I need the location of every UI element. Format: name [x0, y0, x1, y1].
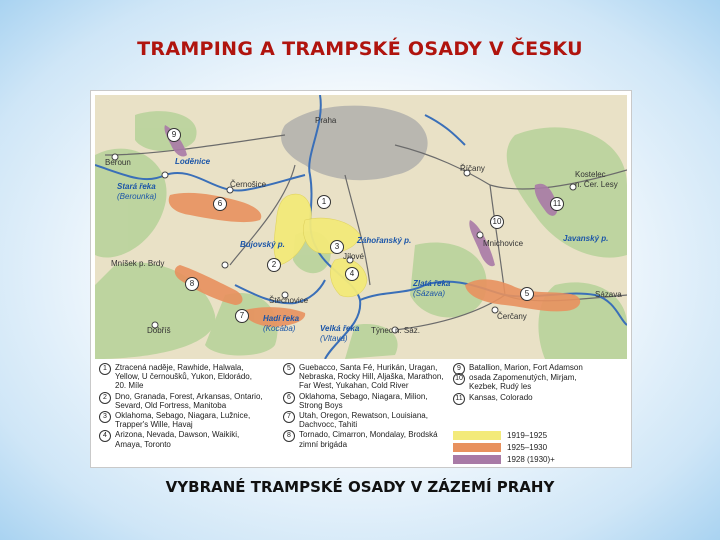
legend-column-2 [283, 363, 451, 450]
map-area [95, 95, 627, 359]
label-kostelec: Kostelec [575, 170, 606, 179]
label-vltava: (Vltava) [320, 334, 348, 343]
label-cerne-lesy: n. Čer. Lesy [575, 180, 618, 189]
map-legend [95, 361, 627, 465]
marker-5: 5 [520, 287, 534, 301]
slide-title: TRAMPING A TRAMPSKÉ OSADY V ČESKU [137, 38, 583, 60]
label-zahorjansky: Záhořanský p. [357, 236, 412, 245]
label-zlata-reka: Zlatá řeka [413, 279, 451, 288]
period-swatch-yellow [453, 431, 501, 440]
legend-column-3 [453, 363, 623, 403]
label-tynec: Týnec n. Sáz. [371, 326, 420, 335]
marker-10: 10 [490, 215, 504, 229]
legend-entry-4: 4 Arizona, Nevada, Dawson, Waikiki, Amaya, Toronto [99, 430, 279, 448]
legend-period-1925-1930: 1925–1930 [453, 443, 613, 453]
legend-entry-3: 3 Oklahoma, Sebago, Niagara, Lužnice, Trapper's Wille, Havaj [99, 411, 279, 429]
legend-entry-10: 10 osada Zapomenutých, Mirjam, Kezbek, Rudý les [453, 373, 623, 391]
legend-entry-5: 5 Guebacco, Santa Fé, Hurikán, Uragan, Nebraska, Rocky Hill, Aljaška, Marathon, Far West, Yukahan, Cold River [283, 363, 451, 391]
label-beroun: Beroun [105, 158, 131, 167]
label-cernosice: Černošice [230, 180, 267, 189]
label-velka-reka: Velká řeka [320, 324, 360, 333]
label-sazava-river: (Sázava) [413, 289, 446, 298]
marker-3: 3 [330, 240, 344, 254]
legend-column-1 [99, 363, 279, 450]
label-kocaba: (Kocába) [263, 324, 296, 333]
map-figure [90, 90, 632, 468]
slide-caption: VYBRANÉ TRAMPSKÉ OSADY V ZÁZEMÍ PRAHY [165, 478, 555, 496]
label-dobris: Dobříš [147, 326, 171, 335]
legend-entry-8: 8 Tornado, Cimarron, Mondalay, Brodská zimní brigáda [283, 430, 451, 448]
label-javansky: Javanský p. [563, 234, 609, 243]
legend-period-1919-1925: 1919–1925 [453, 431, 613, 441]
legend-entry-1: 1 Ztracená naděje, Rawhide, Halwala, Yellow, U černoušků, Yukon, Eldorádo, 20. Míle [99, 363, 279, 391]
label-berounka: (Berounka) [117, 192, 157, 201]
legend-period-1928-1930: 1928 (1930)+ [453, 455, 613, 465]
period-swatch-orange [453, 443, 501, 452]
period-swatch-purple [453, 455, 501, 464]
label-lodenice: Loděnice [175, 157, 211, 166]
label-praha: Praha [315, 116, 337, 125]
settlements-1919-1925 [274, 194, 367, 297]
marker-1: 1 [317, 195, 331, 209]
legend-entry-2: 2 Dno, Granada, Forest, Arkansas, Ontario, Sevard, Old Fortress, Manitoba [99, 392, 279, 410]
marker-9: 9 [167, 128, 181, 142]
label-stechovice: Štěchovice [269, 296, 309, 305]
marker-8: 8 [185, 277, 199, 291]
marker-4: 4 [345, 267, 359, 281]
label-ricany: Říčany [460, 164, 485, 173]
label-hadi-reka: Hadí řeka [263, 314, 300, 323]
legend-entry-6: 6 Oklahoma, Sebago, Niagara, Milion, Strong Boys [283, 392, 451, 410]
label-cercany: Čerčany [497, 312, 527, 321]
marker-11: 11 [550, 197, 564, 211]
prague-urban-area [281, 106, 428, 181]
marker-2: 2 [267, 258, 281, 272]
legend-entry-9: 9 Batallion, Marion, Fort Adamson [453, 363, 623, 372]
marker-6: 6 [213, 197, 227, 211]
label-sazava: Sázava [595, 290, 622, 299]
label-mnichovice: Mnichovice [483, 239, 524, 248]
legend-entry-7: 7 Utah, Oregon, Rewatson, Louisiana, Dachvocc, Tahiti [283, 411, 451, 429]
legend-entry-11: 11 Kansas, Colorado [453, 393, 623, 402]
label-stara-reka: Stará řeka [117, 182, 156, 191]
marker-7: 7 [235, 309, 249, 323]
label-bujovsky: Bujovský p. [240, 240, 285, 249]
label-jilove: Jílové [343, 252, 364, 261]
label-mnisek: Mníšek p. Brdy [111, 259, 165, 268]
